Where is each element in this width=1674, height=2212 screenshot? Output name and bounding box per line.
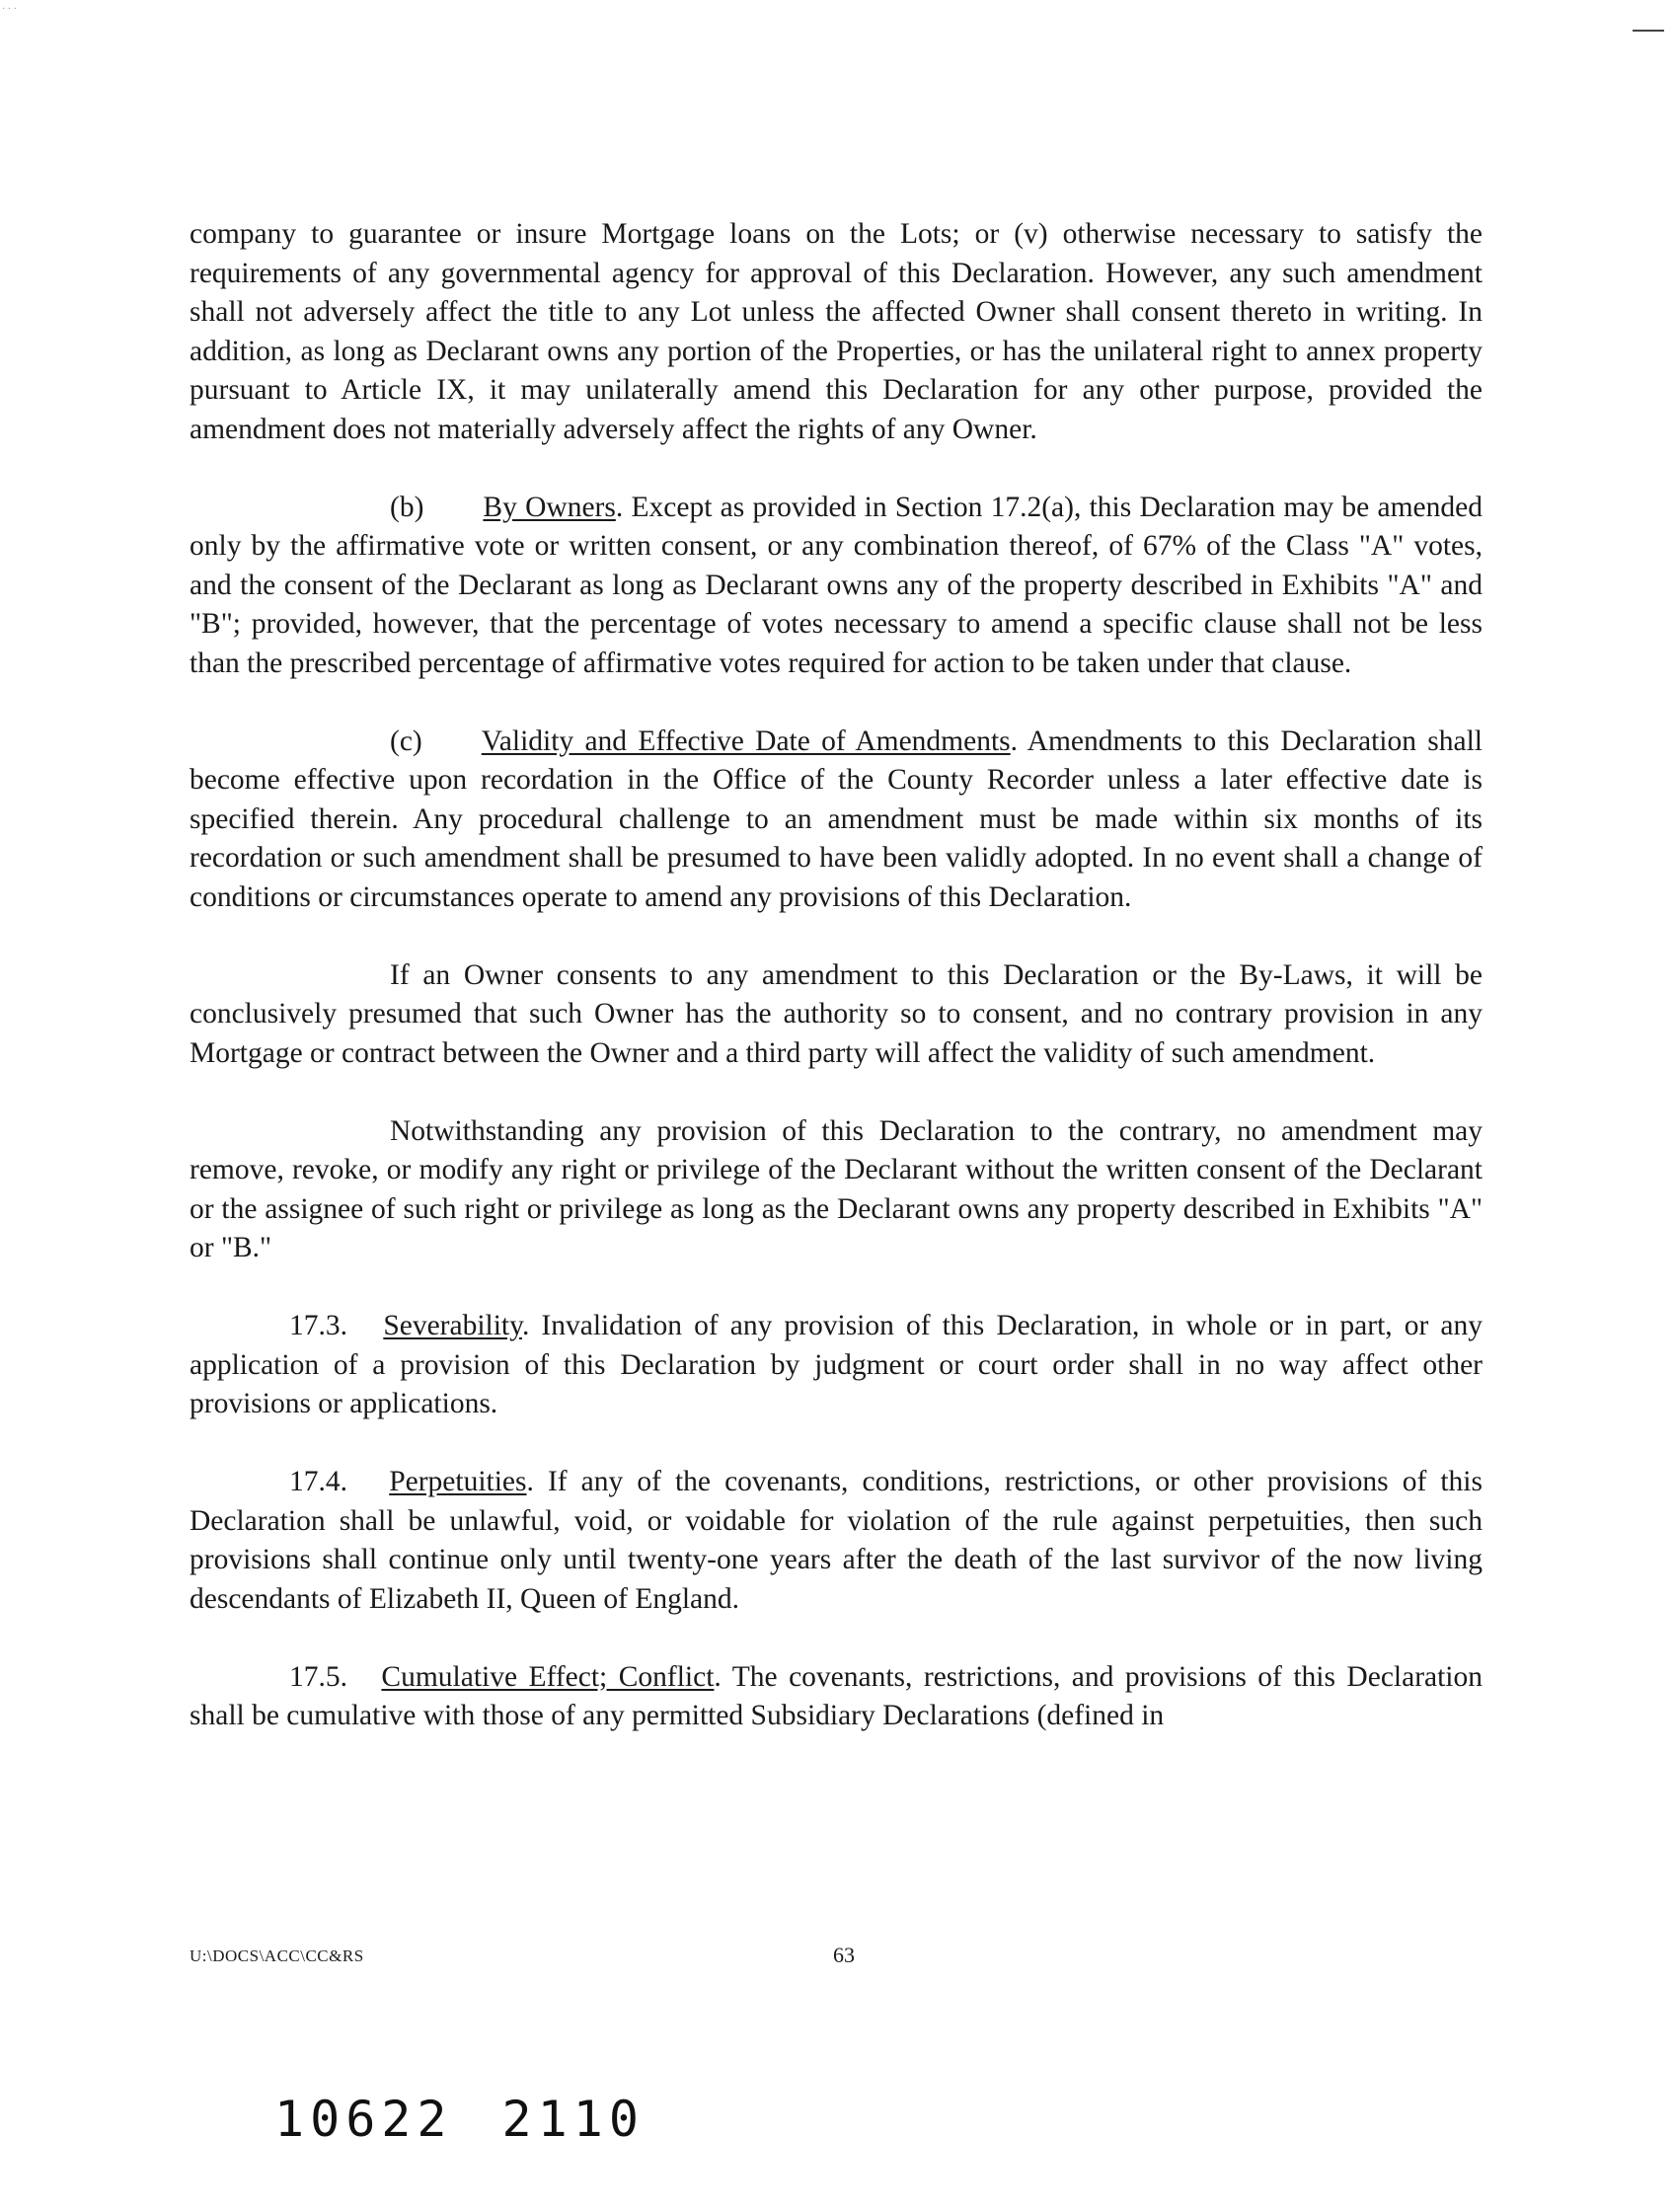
paragraph-label: (b) (390, 491, 424, 523)
section-heading: Validity and Effective Date of Amendments (481, 725, 1011, 757)
paragraph-amendment-continuation: company to guarantee or insure Mortgage loans on the Lots; or (v) otherwise necessary to satisfy the requirements of any governmental agency for approval of this Declaration. However, any such amendment shall not adversely affect the title to any Lot unless the affected Owner shall consent thereto in writing. In addition, as long as Declarant owns any portion of the Properties, or has the unilateral right to annex property pursuant to Article IX, it may unilaterally amend this Declaration for any other purpose, provided the amendment does not materially adversely affect the rights of any Owner. (190, 218, 1483, 445)
paragraph-text: . Except as provided in Section 17.2(a), this Declaration may be amended only by the affirmative vote or written consent, or any combination thereof, of 67% of the Class "A" votes, and the consent of the Declarant as long as Declarant owns any of the property described in Exhibits "A" and "B"; provided, however, that the percentage of votes necessary to amend a specific clause shall not be less than the prescribed percentage of affirmative votes required for action to be taken under that clause. (190, 491, 1483, 679)
page-number: 63 (833, 1943, 855, 1967)
stamp-book-number: 10622 (274, 2091, 453, 2148)
recording-stamp (274, 2091, 645, 2148)
paragraph-label: (c) (390, 725, 422, 757)
stamp-page-number: 2110 (501, 2091, 645, 2148)
paragraph-validity (190, 723, 1483, 918)
section-heading: Cumulative Effect; Conflict (381, 1660, 715, 1693)
paragraph-declarant-rights: Notwithstanding any provision of this Declaration to the contrary, no amendment may remove, revoke, or modify any right or privilege of the Declarant without the written consent of the Declarant or the assignee of such right or privilege as long as the Declarant owns any property described in Exhibits "A" or "B." (190, 1114, 1483, 1263)
section-number: 17.4. (289, 1466, 347, 1497)
paragraph-text: . The covenants, restrictions, and provisions of this Declaration shall be cumulative with those of any permitted Subsidiary Declarations (defined in (190, 1660, 1484, 1731)
paragraph-text: . Invalidation of any provision of this Declaration, in whole or in part, or any application of a provision of this Declaration by judgment or court order shall in no way affect other provisions or applications. (190, 1310, 1484, 1419)
section-heading: Perpetuities (389, 1466, 527, 1497)
scan-edge-mark (1633, 30, 1664, 32)
section-heading: Severability (383, 1310, 522, 1341)
section-heading: By Owners (483, 491, 616, 523)
footer-file-path: U:\DOCS\ACC\CC&RS (190, 1946, 364, 1965)
paragraph-owner-consent: If an Owner consents to any amendment to this Declaration or the By-Laws, it will be conclusively presumed that such Owner has the authority so to consent, and no contrary provision in any Mortgage or contract between the Owner and a third party will affect the validity of such amendment. (190, 958, 1483, 1069)
paragraph-by-owners (190, 489, 1483, 684)
paragraph-cumulative-effect (190, 1658, 1483, 1736)
section-number: 17.5. (289, 1660, 347, 1693)
paragraph-severability (190, 1307, 1483, 1424)
paragraph-text: . If any of the covenants, conditions, restrictions, or other provisions of this Declaration shall be unlawful, void, or voidable for violation of the rule against perpetuities, then such provisions shall continue only until twenty-one years after the death of the last survivor of the now living descendants of Elizabeth II, Queen of England. (190, 1466, 1483, 1615)
document-body (190, 215, 1483, 1736)
scan-artifact: · · · (2, 4, 17, 15)
section-number: 17.3. (289, 1310, 347, 1341)
paragraph-text: . Amendments to this Declaration shall become effective upon recordation in the Office of the County Recorder unless a later effective date is specified therein. Any procedural challenge to an amendment must be made within six months of its recordation or such amendment shall be presumed to have been validly adopted. In no event shall a change of conditions or circumstances operate to amend any provisions of this Declaration. (190, 725, 1483, 913)
paragraph-perpetuities (190, 1463, 1483, 1619)
